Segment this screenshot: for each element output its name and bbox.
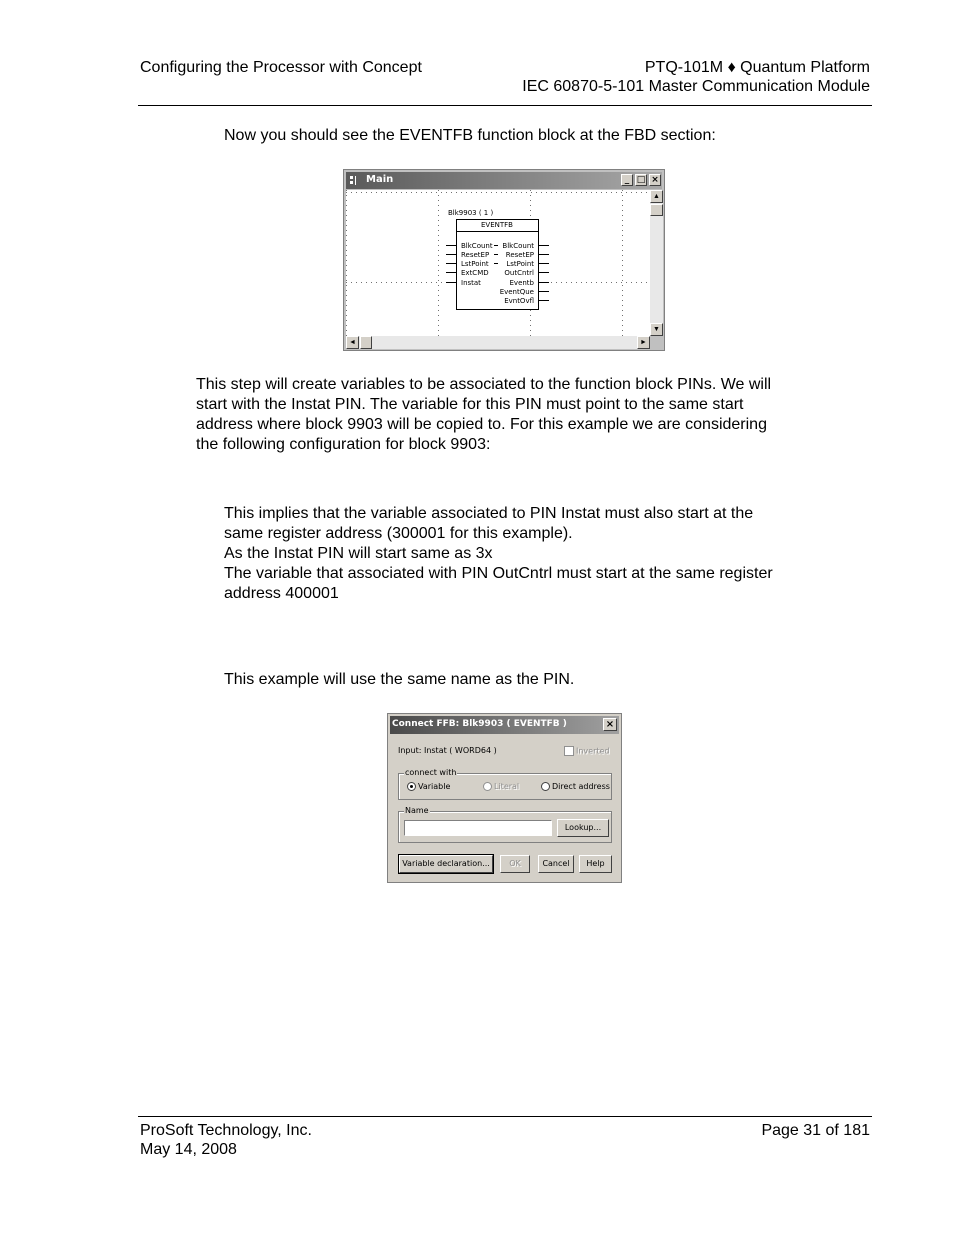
name-input[interactable] [404, 820, 552, 836]
paragraph-2 [224, 504, 773, 604]
paragraph-1-line: This step will create variables to be associated to the function block PINs. We will [196, 376, 772, 393]
variable-declaration-button[interactable]: Variable declaration... [399, 855, 493, 873]
radio-direct-label: Direct address [552, 782, 610, 791]
inverted-checkbox[interactable] [564, 746, 610, 756]
connect-ffb-dialog [387, 713, 622, 883]
name-group-label: Name [405, 806, 429, 815]
paragraph-2-line: The variable that associated with PIN OutCntrl must start at the same register [224, 565, 773, 582]
name-group [398, 806, 612, 843]
header-right-line1: PTQ-101M ♦ Quantum Platform [644, 59, 870, 76]
close-button[interactable]: × [649, 174, 661, 186]
dialog-close-button[interactable]: × [603, 718, 617, 731]
fbd-window [343, 169, 665, 351]
vertical-scrollbar[interactable] [650, 190, 663, 336]
scroll-up-button[interactable]: ▲ [650, 190, 663, 203]
output-pin-outcntrl: OutCntrl [504, 269, 534, 277]
header-right-line2: IEC 60870-5-101 Master Communication Module [522, 78, 870, 95]
output-pin-lstpoint: LstPoint [506, 260, 534, 268]
output-pin-resetep: ResetEP [505, 251, 534, 259]
fbd-window-titlebar[interactable] [346, 172, 662, 189]
window-icon [350, 175, 360, 186]
radio-literal[interactable] [483, 782, 519, 791]
footer-date: May 14, 2008 [140, 1141, 237, 1158]
connect-with-group [398, 768, 612, 800]
output-pin-blkcount: BlkCount [502, 242, 534, 250]
footer-rule [138, 1116, 872, 1117]
fbd-canvas[interactable] [346, 190, 650, 336]
input-label: Input: Instat ( WORD64 ) [398, 746, 497, 755]
cancel-button[interactable]: Cancel [538, 855, 574, 873]
paragraph-1 [196, 375, 771, 455]
minimize-button[interactable]: _ [621, 174, 633, 186]
radio-direct-address[interactable] [541, 782, 610, 791]
inverted-label: Inverted [576, 746, 610, 756]
input-pin-instat: Instat [461, 279, 481, 287]
output-pin-evntovfl: EvntOvfl [504, 297, 534, 305]
paragraph-1-line: address where block 9903 will be copied to. For this example we are considering [196, 416, 767, 433]
block-type-label: EVENTFB [481, 221, 513, 229]
scroll-down-button[interactable]: ▼ [650, 323, 663, 336]
output-pin-eventb: Eventb [509, 279, 534, 287]
footer-company: ProSoft Technology, Inc. [140, 1122, 312, 1139]
fbd-window-title: Main [366, 174, 394, 185]
intro-text: Now you should see the EVENTFB function block at the FBD section: [224, 127, 716, 144]
input-pin-blkcount: BlkCount [461, 242, 493, 250]
paragraph-3: This example will use the same name as the PIN. [224, 671, 575, 688]
block-instance-label: Blk9903 ( 1 ) [448, 209, 494, 217]
ok-button[interactable]: OK [500, 855, 530, 873]
output-pin-eventque: EventQue [499, 288, 534, 296]
paragraph-1-line: the following configuration for block 9903: [196, 436, 491, 453]
radio-variable-label: Variable [418, 782, 451, 791]
paragraph-2-line: address 400001 [224, 585, 339, 602]
scroll-thumb-vertical[interactable] [650, 204, 663, 216]
help-button[interactable]: Help [579, 855, 612, 873]
paragraph-2-line: This implies that the variable associated to PIN Instat must also start at the [224, 505, 754, 522]
dialog-title: Connect FFB: Blk9903 ( EVENTFB ) [392, 719, 567, 729]
maximize-button[interactable]: □ [636, 175, 646, 185]
footer-page-number: Page 31 of 181 [761, 1122, 870, 1139]
input-pin-resetep: ResetEP [461, 251, 490, 259]
scroll-right-button[interactable]: ► [637, 336, 650, 349]
input-pin-extcmd: ExtCMD [461, 269, 489, 277]
radio-selected-icon [407, 782, 416, 791]
scroll-thumb-horizontal[interactable] [360, 336, 372, 349]
dialog-titlebar[interactable] [390, 716, 619, 734]
fbd-diagram [346, 190, 650, 336]
radio-icon [541, 782, 550, 791]
input-pin-lstpoint: LstPoint [461, 260, 489, 268]
radio-variable[interactable] [407, 782, 450, 791]
paragraph-1-line: start with the Instat PIN. The variable for this PIN must point to the same start [196, 396, 744, 413]
connect-with-label: connect with [405, 768, 457, 777]
scroll-left-button[interactable]: ◄ [346, 336, 359, 349]
paragraph-2-line: same register address (300001 for this example). [224, 525, 573, 542]
radio-literal-label: Literal [494, 782, 520, 791]
horizontal-scrollbar[interactable] [346, 336, 650, 349]
paragraph-2-line: As the Instat PIN will start same as 3x [224, 545, 493, 562]
header-left: Configuring the Processor with Concept [140, 59, 422, 76]
checkbox-icon [564, 746, 574, 756]
radio-icon [483, 782, 492, 791]
lookup-button[interactable]: Lookup... [557, 819, 609, 837]
header-rule [138, 105, 872, 106]
